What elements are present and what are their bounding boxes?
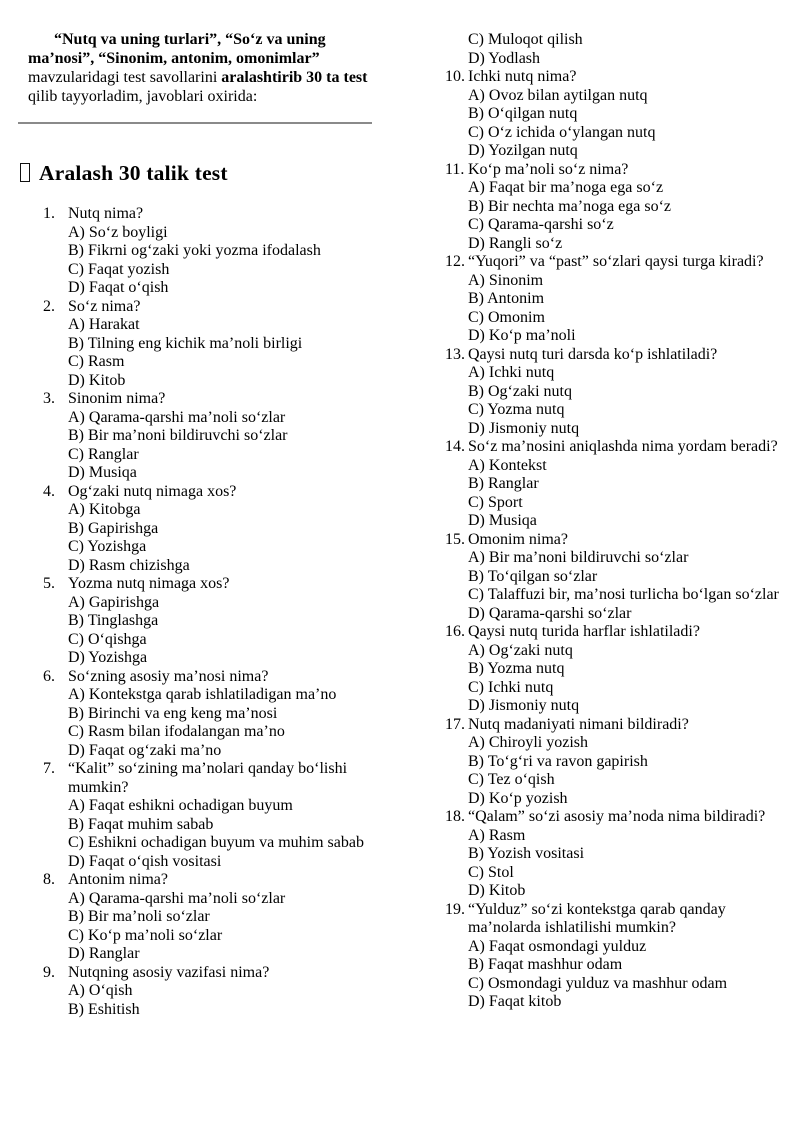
- option-line: D) Yozishga: [68, 649, 148, 666]
- question-number: 18.: [445, 808, 465, 825]
- option-line: D) Kitob: [468, 882, 526, 899]
- question-number: 16.: [445, 623, 465, 640]
- question-item: [43, 760, 376, 871]
- option-line: B) Faqat mashhur odam: [468, 956, 623, 973]
- option-line: B) Bir ma’noni bildiruvchi so‘zlar: [68, 427, 288, 444]
- question-text: Nutqning asosiy vazifasi nima?: [68, 963, 270, 981]
- option-line: A) Harakat: [68, 316, 140, 333]
- question-text: Yozma nutq nimaga xos?: [68, 575, 230, 592]
- question-item: [43, 871, 376, 964]
- option-line: D) Faqat o‘qish: [68, 279, 169, 296]
- option-line: A) Qarama-qarshi ma’noli so‘zlar: [68, 889, 286, 907]
- option-line: C) Rasm bilan ifodalangan ma’no: [68, 723, 285, 740]
- question-item: [43, 483, 376, 576]
- option-line: B) To‘qilgan so‘zlar: [468, 567, 598, 585]
- option-line: B) Bir nechta ma’noga ega so‘z: [468, 197, 672, 215]
- option-line: A) O‘qish: [68, 982, 133, 999]
- option-line: D) Faqat o‘qish vositasi: [68, 852, 222, 870]
- right-question-list: [445, 31, 797, 1012]
- question-text: Og‘zaki nutq nimaga xos?: [68, 482, 237, 500]
- question-text: “Kalit” so‘zining ma’nolari qanday bo‘lishi mumkin?: [68, 760, 348, 796]
- option-line: A) Sinonim: [468, 271, 544, 289]
- intro-run: “Nutq va uning turlari”, “So‘z va uning ma’nosi”, “Sinonim, antonim, omonimlar”: [28, 31, 326, 67]
- option-line: D) Ranglar: [68, 945, 140, 962]
- option-line: A) Faqat osmondagi yulduz: [468, 937, 647, 955]
- option-line: B) Yozish vositasi: [468, 845, 585, 862]
- right-column: [445, 31, 797, 1012]
- question-number: 5.: [43, 575, 55, 592]
- option-line: A) Faqat eshikni ochadigan buyum: [68, 797, 293, 814]
- intro-run: mavzularidagi test savollarini: [28, 69, 222, 86]
- option-line: A) Bir ma’noni bildiruvchi so‘zlar: [468, 549, 689, 566]
- option-line: C) Ko‘p ma’noli so‘zlar: [68, 926, 223, 944]
- question-number: 1.: [43, 205, 55, 222]
- question-item: [43, 390, 376, 483]
- option-line: C) Omonim: [468, 308, 545, 326]
- question-item: [445, 438, 797, 531]
- option-line: B) Yozma nutq: [468, 660, 565, 677]
- option-line: A) So‘z boyligi: [68, 223, 168, 241]
- option-line: D) Musiqa: [68, 464, 137, 481]
- option-line: B) To‘g‘ri va ravon gapirish: [468, 752, 648, 770]
- question-text: Ko‘p ma’noli so‘z nima?: [468, 160, 629, 178]
- option-line: B) Tinglashga: [68, 612, 159, 629]
- question-text: Sinonim nima?: [68, 390, 166, 407]
- question-text: So‘z nima?: [68, 297, 141, 315]
- option-line: D) Jismoniy nutq: [468, 419, 580, 437]
- question-text: Ichki nutq nima?: [468, 68, 577, 85]
- question-item: [445, 808, 797, 901]
- option-line: C) Rasm: [68, 353, 125, 370]
- option-line: A) Qarama-qarshi ma’noli so‘zlar: [68, 408, 286, 426]
- question-number: 19.: [445, 900, 465, 918]
- question-number: 4.: [43, 482, 55, 500]
- question-text: Qaysi nutq turida harflar ishlatiladi?: [468, 623, 700, 640]
- question-number: 10.: [445, 68, 465, 85]
- question-item: [445, 253, 797, 346]
- intro-paragraph: [28, 30, 376, 106]
- question-item-continued: [445, 31, 797, 68]
- option-line: C) Ranglar: [68, 445, 139, 463]
- option-line: D) Rangli so‘z: [468, 234, 563, 252]
- question-number: 15.: [445, 530, 465, 548]
- option-line: B) Ranglar: [468, 475, 539, 492]
- question-item: [43, 964, 376, 1020]
- option-line: A) Faqat bir ma’noga ega so‘z: [468, 179, 664, 196]
- question-text: “Yuqori” va “past” so‘zlari qaysi turga kiradi?: [468, 253, 764, 270]
- option-line: A) Og‘zaki nutq: [468, 641, 573, 659]
- question-item: [43, 298, 376, 391]
- left-question-list: [43, 205, 376, 1019]
- option-line: C) Ichki nutq: [468, 678, 554, 696]
- option-line: B) Birinchi va eng keng ma’nosi: [68, 704, 278, 722]
- option-line: B) Og‘zaki nutq: [468, 382, 572, 400]
- left-column: [18, 30, 376, 1019]
- option-line: B) Fikrni og‘zaki yoki yozma ifodalash: [68, 242, 321, 259]
- option-line: C) Stol: [468, 863, 514, 881]
- option-line: D) Rasm chizishga: [68, 556, 190, 574]
- option-line: C) Yozishga: [68, 538, 147, 555]
- question-number: 6.: [43, 667, 55, 685]
- option-line: A) Chiroyli yozish: [468, 734, 588, 751]
- question-item: [43, 205, 376, 298]
- intro-run: aralashtirib 30 ta test: [221, 69, 368, 86]
- option-line: D) Yozilgan nutq: [468, 142, 578, 159]
- option-line: D) Musiqa: [468, 512, 537, 529]
- question-text: Antonim nima?: [68, 871, 168, 888]
- option-line: C) Sport: [468, 493, 523, 511]
- option-line: C) Muloqot qilish: [468, 31, 583, 48]
- option-line: C) Tez o‘qish: [468, 771, 555, 788]
- option-line: D) Ko‘p yozish: [468, 789, 568, 807]
- section-heading-text: Aralash 30 talik test: [39, 161, 228, 185]
- option-line: D) Qarama-qarshi so‘zlar: [468, 604, 632, 622]
- option-line: A) Kontekst: [468, 456, 547, 474]
- question-number: 8.: [43, 871, 55, 888]
- question-item: [445, 161, 797, 254]
- option-line: D) Ko‘p ma’noli: [468, 327, 576, 344]
- option-line: A) Kitobga: [68, 501, 141, 518]
- question-text: Nutq madaniyati nimani bildiradi?: [468, 715, 689, 733]
- option-line: C) Osmondagi yulduz va mashhur odam: [468, 974, 728, 992]
- question-item: [445, 68, 797, 161]
- question-item: [445, 346, 797, 439]
- option-line: B) Tilning eng kichik ma’noli birligi: [68, 334, 303, 352]
- question-item: [445, 901, 797, 1012]
- question-item: [43, 575, 376, 668]
- missing-glyph-icon: [20, 163, 30, 182]
- option-line: C) Faqat yozish: [68, 260, 170, 278]
- question-number: 2.: [43, 297, 55, 315]
- option-line: C) Qarama-qarshi so‘z: [468, 216, 614, 233]
- question-text: Nutq nima?: [68, 205, 144, 222]
- option-line: B) Gapirishga: [68, 519, 159, 537]
- option-line: A) Kontekstga qarab ishlatiladigan ma’no: [68, 686, 337, 703]
- section-heading: [20, 161, 376, 186]
- option-line: C) Eshikni ochadigan buyum va muhim sabab: [68, 834, 364, 851]
- question-number: 7.: [43, 760, 55, 777]
- question-number: 14.: [445, 438, 465, 455]
- question-number: 3.: [43, 390, 55, 407]
- option-line: D) Faqat og‘zaki ma’no: [68, 741, 222, 759]
- question-number: 11.: [445, 160, 465, 178]
- option-line: D) Jismoniy nutq: [468, 697, 580, 714]
- option-line: C) Talaffuzi bir, ma’nosi turlicha bo‘lgan so‘zlar: [468, 586, 779, 603]
- question-item: [445, 531, 797, 624]
- option-line: B) Bir ma’noli so‘zlar: [68, 908, 210, 925]
- option-line: D) Yodlash: [468, 49, 541, 67]
- question-number: 17.: [445, 715, 465, 733]
- option-line: B) O‘qilgan nutq: [468, 105, 578, 122]
- intro-run: qilib tayyorladim, javoblari oxirida:: [28, 88, 258, 105]
- question-number: 12.: [445, 253, 465, 270]
- option-line: B) Eshitish: [68, 1000, 140, 1018]
- question-number: 9.: [43, 963, 55, 981]
- option-line: C) Yozma nutq: [468, 401, 565, 418]
- question-number: 13.: [445, 345, 465, 363]
- option-line: C) O‘z ichida o‘ylangan nutq: [468, 123, 656, 141]
- question-text: Qaysi nutq turi darsda ko‘p ishlatiladi?: [468, 345, 718, 363]
- option-line: A) Ovoz bilan aytilgan nutq: [468, 86, 648, 104]
- option-line: A) Gapirishga: [68, 593, 160, 611]
- question-item: [445, 716, 797, 809]
- question-text: So‘z ma’nosini aniqlashda nima yordam beradi?: [468, 438, 778, 455]
- question-text: So‘zning asosiy ma’nosi nima?: [68, 667, 269, 685]
- option-line: A) Ichki nutq: [468, 364, 555, 381]
- option-line: C) O‘qishga: [68, 630, 147, 648]
- option-line: B) Faqat muhim sabab: [68, 815, 214, 833]
- option-line: A) Rasm: [468, 826, 526, 844]
- question-item: [445, 623, 797, 716]
- question-text: Omonim nima?: [468, 530, 568, 548]
- question-item: [43, 668, 376, 761]
- option-line: D) Faqat kitob: [468, 993, 562, 1010]
- question-text: “Qalam” so‘zi asosiy ma’noda nima bildiradi?: [468, 808, 766, 825]
- option-line: D) Kitob: [68, 371, 126, 389]
- option-line: B) Antonim: [468, 290, 545, 307]
- divider-rule: [18, 122, 372, 124]
- question-text: “Yulduz” so‘zi kontekstga qarab qanday ma’nolarda ishlatilishi mumkin?: [468, 900, 726, 936]
